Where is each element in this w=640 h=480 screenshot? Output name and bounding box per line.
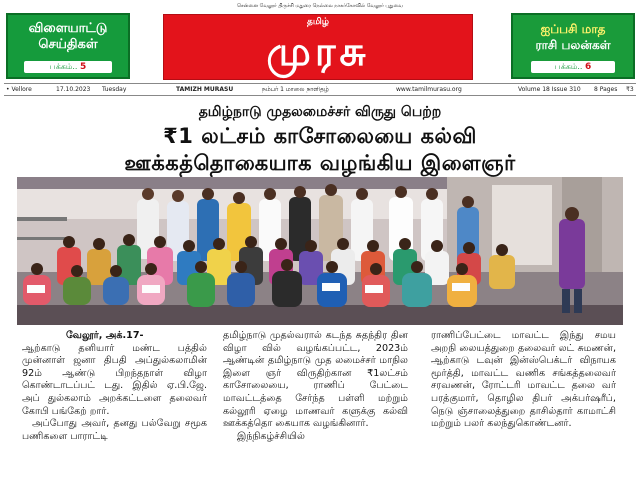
dateline-date: 17.10.2023	[56, 86, 91, 93]
horoscope-promo-line2: ராசி பலன்கள்	[535, 38, 611, 52]
headline-line-2: ஊக்கத்தொகையாக வழங்கிய இளைஞர்	[124, 151, 516, 175]
logo-small-text: தமிழ்	[307, 17, 329, 27]
sports-promo-page	[24, 61, 112, 73]
article-paragraph-1: ஆற்காடு தனியார் மண்ட பத்தில் முன்னாள் ஜனா திபதி அப்துல்கலாமின் 92ம் ஆண்டு பிறந்தநாள் விழா கொண்டாடப்பட் டது. இதில் ஏ.பி.ஜே. அப் துல்கலாம் அறக்கட்டளை தலைவர் கோபி பங்கேற் றார்.	[22, 342, 207, 417]
dateline-slogan: நம்பர் 1 மாலை நாளிதழ்	[262, 86, 329, 93]
dateline-price: ₹3	[626, 86, 634, 93]
article-column-2	[223, 330, 408, 443]
horoscope-promo-page	[531, 61, 615, 73]
dateline-website: www.tamilmurasu.org	[396, 86, 462, 93]
dateline-paper: TAMIZH MURASU	[176, 86, 234, 93]
horoscope-promo-page-number: 6	[585, 62, 592, 72]
sports-promo-page-number: 5	[80, 62, 87, 72]
article-paragraph-3: தமிழ்நாடு முதல்வரால் கடந்த சுதந்திர தின விழா வில் வழங்கப்பட்ட, 2023ம் ஆண்டின் தமிழ்நாடு முத லமைச்சர் மாநில இளை ஞர் விருதிற்கான ₹1லட்சம் காசோலையை, ராணிப் பேட்டை மாவட்டத்தை சேர்ந்த பள்ளி மற்றும் கல்லூரி ஏழை மாணவர் களுக்கு கல்வி ஊக்கத்தொ கையாக வழங்கினார்.	[223, 330, 408, 430]
sports-promo-line1: விளையாட்டு	[28, 21, 108, 36]
horoscope-promo-line1: ஐப்பசி மாத	[540, 22, 606, 36]
group-photo	[17, 177, 623, 325]
dateline-bar	[4, 83, 636, 96]
article-paragraph-2: அப்போது அவர், தனது பல்வேறு சமூக பணிகளை பாராட்டி	[22, 418, 207, 442]
article-paragraph-5: ராணிப்பேட்டை மாவட்ட இந்து சமய அறநி லையத்துறை தலைவர் லட் சுமணன், ஆற்காடு டவுன் இன்ஸ்பெக்டர் விநாயக மூர்த்தி, மாவட்ட வணிக சங்கத்தலைவர் சரவணன், ரோட்டரி மாவட்ட தலை வர் பரத்குமார், தொழில திபர் அக்பர்ஷரீப், நெடு ஞ்சாலைத்துறை தாசில்தார் காமாட்சி மற்றும் பலர் கலந்துகொண்டனர்.	[431, 330, 616, 430]
sports-promo-line2: செய்திகள்	[38, 37, 98, 52]
headline-line-1: ₹1 லட்சம் காசோலையை கல்வி	[163, 124, 477, 148]
dateline-day: Tuesday	[102, 86, 127, 93]
horoscope-promo[interactable]	[511, 13, 635, 79]
dateline-city: • Vellore	[6, 86, 32, 93]
logo-title: முரசு	[266, 29, 370, 75]
sports-promo-page-label: பக்கம்..	[49, 62, 78, 71]
article-paragraph-4: இந்நிகழ்ச்சியில்	[237, 430, 305, 442]
article-column-1	[22, 330, 207, 443]
dateline-pages: 8 Pages	[594, 86, 618, 93]
sports-news-promo[interactable]	[6, 13, 130, 79]
article-column-3	[431, 330, 616, 431]
article-kicker: தமிழ்நாடு முதலமைச்சர் விருது பெற்ற	[198, 104, 442, 120]
article-headline	[20, 123, 620, 177]
group-photo-illustration	[17, 177, 623, 325]
article-byline: வேலூர், அக்.17-	[66, 330, 144, 341]
dateline-volume: Volume 18 Issue 310	[518, 86, 581, 93]
masthead-logo	[163, 14, 473, 80]
horoscope-promo-page-label: பக்கம்..	[554, 62, 583, 71]
city-editions: சென்னை வேலூர் திருச்சி மதுரை நெல்லை நாகர்கோவில் வேலூர் புதுவை	[237, 3, 403, 9]
